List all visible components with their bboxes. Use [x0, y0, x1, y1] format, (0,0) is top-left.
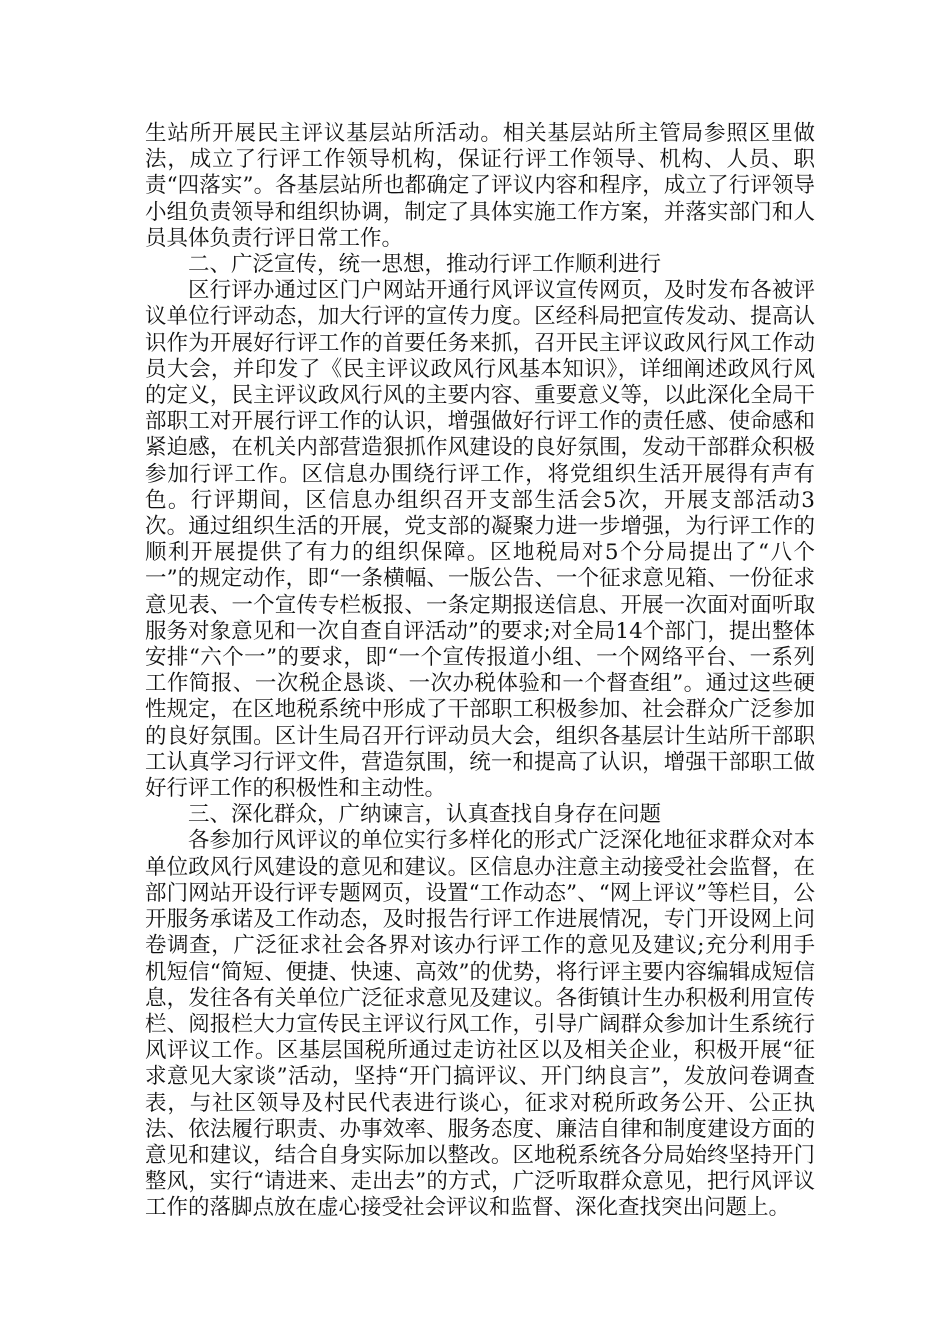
section-heading-2: 二、广泛宣传，统一思想，推动行评工作顺利进行	[188, 252, 662, 278]
paragraph-feedback: 各参加行风评议的单位实行多样化的形式广泛深化地征求群众对本单位政风行风建设的意见和建议。区信息办注意主动接受社会监督，在部门网站开设行评专题网页，设置“工作动态”、“网上评议”等栏目，公开服务承诺及工作动态，及时报告行评工作进展情况，专门开设网上问卷调查，广泛征求社会各界对该办行评工作的意见及建议;充分利用手机短信“简短、便捷、快速、高效”的优势，将行评主要内容编辑成短信息，发往各有关单位广泛征求意见及建议。各街镇计生办积极利用宣传栏、阅报栏大力宣传民主评议行风工作，引导广阔群众参加计生系统行风评议工作。区基层国税所通过走访社区以及相关企业，积极开展“征求意见大家谈”活动，坚持“开门搞评议、开门纳良言”，发放问卷调查表，与社区领导及村民代表进行谈心，征求对税所政务公开、公正执法、依法履行职责、办事效率、服务态度、廉洁自律和制度建设方面的意见和建议，结合自身实际加以整改。区地税系统各分局始终坚持开门整风，实行“请进来、走出去”的方式，广泛听取群众意见，把行风评议工作的落脚点放在虚心接受社会评议和监督、深化查找突出问题上。	[145, 828, 815, 1221]
document-page	[145, 121, 815, 1222]
paragraph-publicity: 区行评办通过区门户网站开通行风评议宣传网页，及时发布各被评议单位行评动态，加大行评的宣传力度。区经科局把宣传发动、提高认识作为开展好行评工作的首要任务来抓，召开民主评议政风行风工作动员大会，并印发了《民主评议政风行风基本知识》，详细阐述政风行风的定义，民主评议政风行风的主要内容、重要意义等，以此深化全局干部职工对开展行评工作的认识，增强做好行评工作的责任感、使命感和紧迫感，在机关内部营造狠抓作风建设的良好氛围，发动干部群众积极参加行评工作。区信息办围绕行评工作，将党组织生活开展得有声有色。行评期间，区信息办组织召开支部生活会5次，开展支部活动3次。通过组织生活的开展，党支部的凝聚力进一步增强，为行评工作的顺利开展提供了有力的组织保障。区地税局对5个分局提出了“八个一”的规定动作，即“一条横幅、一版公告、一个征求意见箱、一份征求意见表、一个宣传专栏板报、一条定期报送信息、开展一次面对面听取服务对象意见和一次自查自评活动”的要求;对全局14个部门，提出整体安排“六个一”的要求，即“一个宣传报道小组、一个网络平台、一系列工作简报、一次税企恳谈、一次办税体验和一个督查组”。通过这些硬性规定，在区地税系统中形成了干部职工积极参加、社会群众广泛参加的良好氛围。区计生局召开行评动员大会，组织各基层计生站所干部职工认真学习行评文件，营造氛围，统一和提高了认识，增强干部职工做好行评工作的积极性和主动性。	[145, 278, 815, 802]
paragraph-continuation: 生站所开展民主评议基层站所活动。相关基层站所主管局参照区里做法，成立了行评工作领导机构，保证行评工作领导、机构、人员、职责“四落实”。各基层站所也都确定了评议内容和程序，成立了行评领导小组负责领导和组织协调，制定了具体实施工作方案，并落实部门和人员具体负责行评日常工作。	[145, 121, 815, 251]
section-heading-3: 三、深化群众，广纳谏言，认真查找自身存在问题	[188, 802, 662, 828]
